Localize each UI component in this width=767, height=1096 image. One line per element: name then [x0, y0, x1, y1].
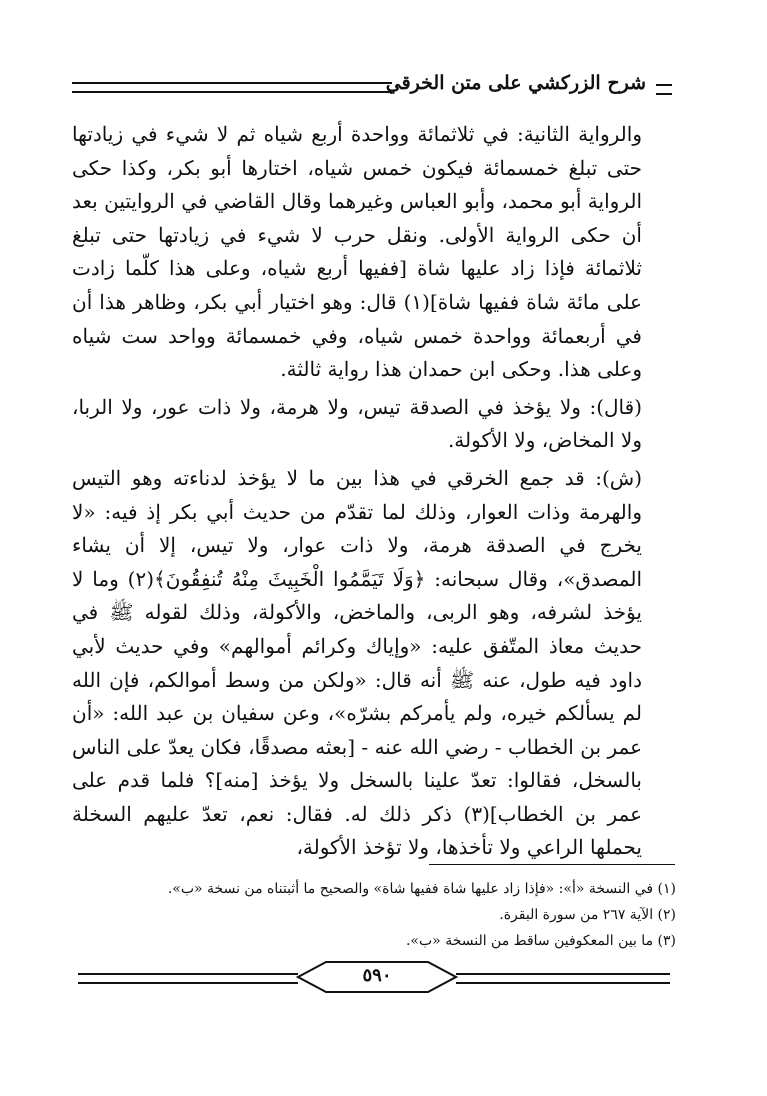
header-dash-ornament [656, 84, 672, 95]
footnote-1: (١) في النسخة «أ»: «فإذا زاد عليها شاة ففيها شاة» والصحيح ما أثبتناه من نسخة «ب». [167, 881, 676, 897]
main-text [72, 118, 674, 869]
paragraph-second-narration: والرواية الثانية: في ثلاثمائة وواحدة أربع شياه ثم لا شيء في زيادتها حتى تبلغ خمسمائة فيكون خمس شياه، اختارها أبو بكر، وكذا حكى الرواية أبو محمد، وأبو العباس وغيرهما وقال القاضي في الروايتين بعد أن حكى الرواية الأولى. ونقل حرب لا شيء في زيادتها حتى تبلغ ثلاثمائة فإذا زاد عليها شاة [ففيها أربع شياه، وعلى هذا كلّما زادت على مائة شاة ففيها شاة](١) قال: وهو اختيار أبي بكر، وظاهر هذا أن في أربعمائة وواحدة خمس شياه، وفي خمسمائة وواحد ست شياه وعلى هذا. وحكى ابن حمدان هذا رواية ثالثة. [72, 122, 642, 382]
running-header [72, 70, 672, 104]
page-footer [78, 960, 670, 1000]
footnotes [167, 876, 676, 954]
paragraph-matn-qala: (قال): ولا يؤخذ في الصدقة تيس، ولا هرمة، ولا ذات عور، ولا الربا، ولا المخاض، ولا الأكولة. [72, 394, 642, 453]
footer-rule-left [78, 973, 298, 984]
paragraph-sharh: (ش): قد جمع الخرقي في هذا بين ما لا يؤخذ لدناءته وهو التيس والهرمة وذات العوار، وذلك لما تقدّم من حديث أبي بكر إذ فيه: «لا يخرج في الصدقة هرمة، ولا ذات عوار، ولا تيس، إلا أن يشاء المصدق»، وقال سبحانه: ﴿وَلَا تَيَمَّمُوا الْخَبِيثَ مِنْهُ تُنفِقُونَ﴾(٢) وما لا يؤخذ لشرفه، وهو الربى، والماخض، والأكولة، وذلك لقوله ﷺ في حديث معاذ المتّفق عليه: «وإياك وكرائم أموالهم» وفي حديث لأبي داود فيه طول، عنه ﷺ أنه قال: «ولكن من وسط أموالكم، فإن الله لم يسألكم خيره، ولم يأمركم بشرّه»، وعن سفيان بن عبد الله: «أن عمر بن الخطاب - رضي الله عنه - [بعثه مصدقًا، فكان يعدّ على الناس بالسخل، فقالوا: تعدّ علينا بالسخل ولا يؤخذ [منه]؟ فلما قدم على عمر بن الخطاب](٣) ذكر ذلك له. فقال: نعم، تعدّ عليهم السخلة يحملها الراعي ولا تأخذها، ولا تؤخذ الأكولة، [72, 465, 642, 860]
page-number: ٥٩٠ [362, 965, 392, 986]
footnote-2: (٢) الآية ٢٦٧ من سورة البقرة. [499, 907, 676, 923]
header-title: شرح الزركشي على متن الخرقي [385, 72, 646, 94]
header-double-rule [72, 82, 392, 93]
page-number-frame [296, 960, 458, 994]
footnote-3: (٣) ما بين المعكوفين ساقط من النسخة «ب». [405, 933, 676, 949]
footer-rule-right [456, 973, 670, 984]
footnote-separator [429, 864, 675, 865]
